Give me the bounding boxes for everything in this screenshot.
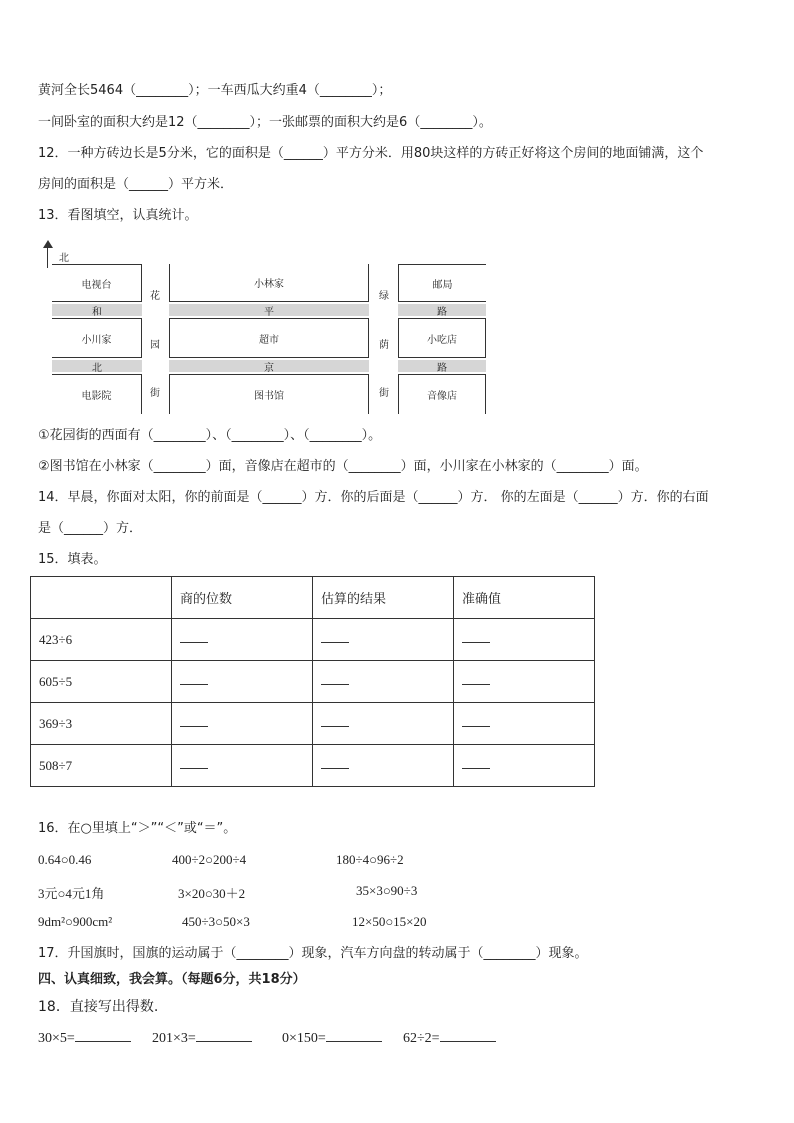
street-jie-2: 街: [379, 388, 389, 399]
compare-item: 0.64○0.46: [38, 852, 92, 867]
answer-cell[interactable]: [172, 703, 313, 745]
arrow-head-icon: [43, 240, 53, 248]
road-bei: 北: [52, 360, 142, 372]
block-library: 图书馆: [169, 374, 369, 414]
q14-line1: 14．早晨，你面对太阳，你的前面是（______）方．你的后面是（______）方． 你的左面是（______）方．你的右面: [38, 490, 709, 505]
answer-cell[interactable]: [313, 745, 454, 787]
street-map: [38, 238, 498, 416]
q13-sub1: ①花园街的西面有（________）、（________）、（________）。: [38, 428, 382, 443]
block-tv: 电视台: [52, 264, 142, 302]
road-he: 和: [52, 304, 142, 316]
compare-item: 12×50○15×20: [352, 914, 427, 929]
q13-sub2: ②图书馆在小林家（________）面，音像店在超市的（________）面，小川家在小林家的（________）面。: [38, 459, 648, 474]
answer-blank[interactable]: [196, 1029, 252, 1042]
block-supermarket: 超市: [169, 318, 369, 358]
road-lu-1: 路: [398, 304, 486, 316]
block-snack: 小吃店: [398, 318, 486, 358]
table-row: [31, 703, 595, 745]
compare-item: 9dm²○900cm²: [38, 914, 113, 929]
street-jie-1: 街: [150, 388, 160, 399]
q18-title: 18．直接写出得数.: [38, 999, 159, 1015]
q16-title: 16．在○里填上“＞”“＜”或“＝”。: [38, 821, 237, 836]
q11-line1: 黄河全长5464（________）；一车西瓜大约重4（________）；: [38, 83, 392, 98]
q14-line2: 是（______）方．: [38, 521, 143, 536]
q15-title: 15．填表。: [38, 552, 107, 567]
answer-cell[interactable]: [313, 661, 454, 703]
compare-item: 450÷3○50×3: [182, 914, 250, 929]
answer-cell[interactable]: [172, 661, 313, 703]
table-header-cell: 估算的结果: [313, 577, 454, 619]
row-expression: 605÷5: [31, 661, 172, 703]
table-row: [31, 745, 595, 787]
answer-cell[interactable]: [454, 703, 595, 745]
table-header-cell: 准确值: [454, 577, 595, 619]
row-expression: 508÷7: [31, 745, 172, 787]
calc-item: 62÷2=: [403, 1029, 496, 1047]
answer-blank[interactable]: [326, 1029, 382, 1042]
q12-line2: 房间的面积是（______）平方米．: [38, 177, 234, 192]
table-row: [31, 661, 595, 703]
compare-item: 35×3○90÷3: [356, 883, 418, 898]
row-expression: 423÷6: [31, 619, 172, 661]
compare-item: 3×20○30＋2: [178, 886, 246, 901]
street-yin: 荫: [379, 340, 389, 351]
answer-blank[interactable]: [440, 1029, 496, 1042]
q17-line: 17．升国旗时，国旗的运动属于（________）现象，汽车方向盘的转动属于（________）现象。: [38, 946, 588, 961]
road-lu-2: 路: [398, 360, 486, 372]
table-header-cell: 商的位数: [172, 577, 313, 619]
street-hua: 花: [150, 291, 160, 302]
block-xiaochuan: 小川家: [52, 318, 142, 358]
answer-cell[interactable]: [454, 745, 595, 787]
answer-cell[interactable]: [313, 619, 454, 661]
road-ping: 平: [169, 304, 369, 316]
block-post: 邮局: [398, 264, 486, 302]
answer-blank[interactable]: [75, 1029, 131, 1042]
fill-table: [30, 576, 595, 787]
block-xiaolin: 小林家: [169, 264, 369, 302]
road-jing: 京: [169, 360, 369, 372]
table-header-row: [31, 577, 595, 619]
section-4-heading: 四、认真细致，我会算。（每题6分，共18分）: [38, 972, 306, 987]
calc-item: 0×150=: [282, 1029, 382, 1047]
table-row: [31, 619, 595, 661]
block-cinema: 电影院: [52, 374, 142, 414]
answer-cell[interactable]: [313, 703, 454, 745]
answer-cell[interactable]: [172, 619, 313, 661]
compare-item: 400÷2○200÷4: [172, 852, 247, 867]
answer-cell[interactable]: [454, 661, 595, 703]
street-yuan: 园: [150, 340, 160, 351]
calc-item: 30×5=: [38, 1029, 131, 1047]
answer-cell[interactable]: [454, 619, 595, 661]
compare-item: 180÷4○96÷2: [336, 852, 404, 867]
q11-line2: 一间卧室的面积大约是12（________）；一张邮票的面积大约是6（________）。: [38, 115, 492, 130]
north-label: 北: [59, 253, 69, 264]
block-music: 音像店: [398, 374, 486, 414]
q12-line1: 12．一种方砖边长是5分米，它的面积是（______）平方分米．用80块这样的方砖正好将这个房间的地面铺满，这个: [38, 146, 704, 161]
table-header-cell: [31, 577, 172, 619]
calc-item: 201×3=: [152, 1029, 252, 1047]
street-lv: 绿: [379, 291, 389, 302]
q13-title: 13．看图填空，认真统计。: [38, 208, 198, 223]
row-expression: 369÷3: [31, 703, 172, 745]
compare-item: 3元○4元1角: [38, 886, 105, 901]
answer-cell[interactable]: [172, 745, 313, 787]
